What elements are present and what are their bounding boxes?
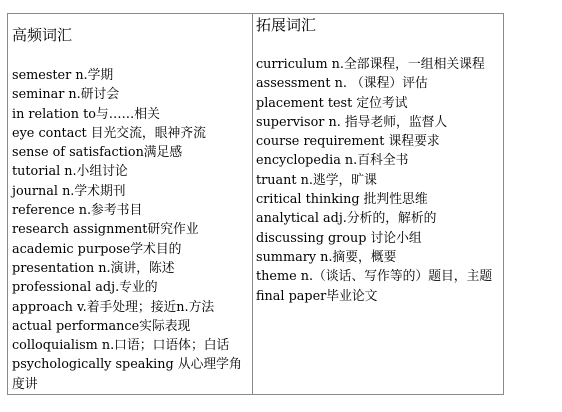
- vocab-item: final paper毕业论文: [256, 288, 378, 304]
- vocab-item: supervisor n. 指导老师，监督人: [256, 114, 448, 130]
- vocab-item: actual performance实际表现: [12, 318, 191, 334]
- vocab-item: colloquialism n.口语；口语体；白话: [12, 338, 230, 354]
- high-frequency-column: [8, 14, 252, 394]
- vocab-item: critical thinking 批判性思维: [256, 192, 428, 208]
- vocab-item: analytical adj.分析的，解析的: [256, 211, 437, 227]
- vocab-item: in relation to与……相关: [12, 106, 160, 122]
- vocab-item: tutorial n.小组讨论: [12, 164, 128, 180]
- high-frequency-list: [12, 66, 248, 394]
- extended-column: [252, 14, 503, 394]
- vocab-item: research assignment研究作业: [12, 222, 199, 238]
- vocab-item: academic purpose学术目的: [12, 241, 182, 257]
- vocab-item: presentation n.演讲，陈述: [12, 260, 175, 276]
- vocab-item: seminar n.研讨会: [12, 87, 120, 103]
- vocab-item: discussing group 讨论小组: [256, 230, 422, 246]
- vocab-item: approach v.着手处理；接近n.方法: [12, 299, 215, 315]
- vocab-item: theme n.（谈话、写作等的）题目，主题: [256, 269, 493, 285]
- vocab-item: truant n.逃学，旷课: [256, 172, 377, 188]
- vocab-item: reference n.参考书目: [12, 203, 143, 219]
- vocab-item: semester n.学期: [12, 68, 114, 83]
- vocabulary-table: [7, 13, 504, 395]
- vocab-item: course requirement 课程要求: [256, 134, 440, 150]
- vocab-item: sense of satisfaction满足感: [12, 145, 183, 161]
- vocab-item: curriculum n.全部课程，一组相关课程: [256, 57, 485, 72]
- extended-title: 拓展词汇: [256, 16, 317, 34]
- extended-list: [256, 55, 498, 306]
- vocab-item: psychologically speaking 从心理学角度讲: [12, 357, 242, 392]
- vocab-item: eye contact 目光交流，眼神齐流: [12, 125, 206, 141]
- vocab-item: journal n.学术期刊: [12, 183, 126, 199]
- vocab-item: placement test 定位考试: [256, 95, 408, 111]
- vocab-item: encyclopedia n.百科全书: [256, 153, 409, 169]
- vocab-item: professional adj.专业的: [12, 280, 158, 296]
- vocab-item: summary n.摘要，概要: [256, 249, 397, 265]
- vocab-item: assessment n. （课程）评估: [256, 76, 428, 92]
- high-frequency-title: 高频词汇: [12, 26, 73, 44]
